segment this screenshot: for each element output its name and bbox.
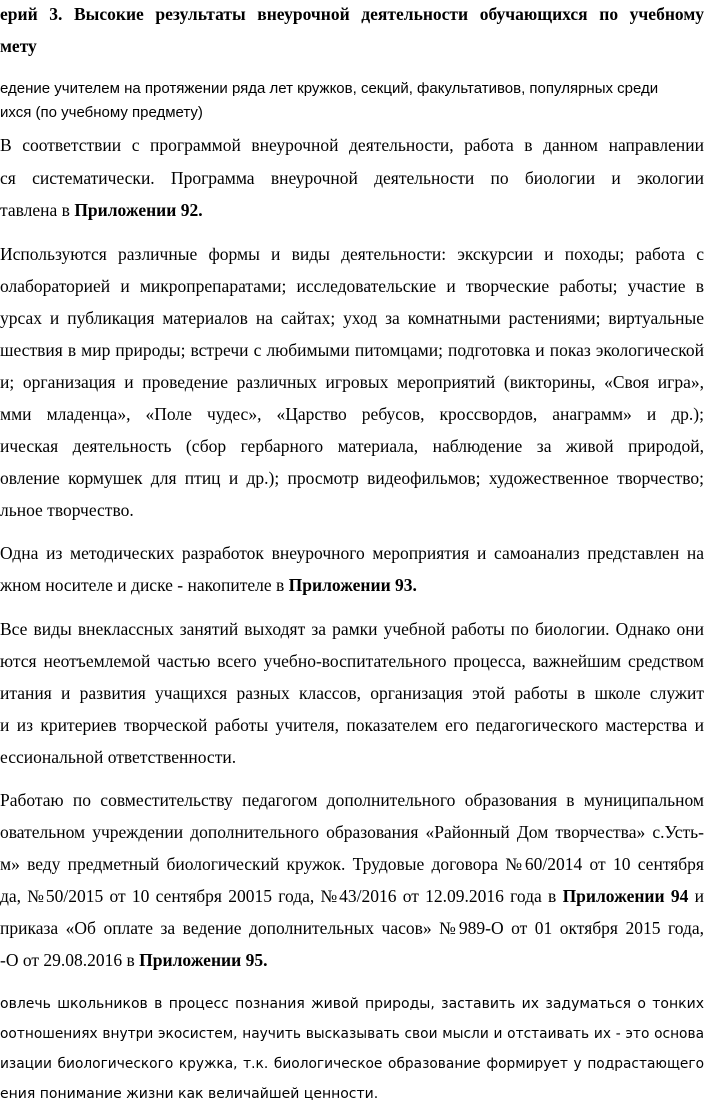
appendix-94-ref: Приложении 94 [562,886,689,906]
para6-line-1: овлечь школьников в процесс познания живой природы, заставить их задуматься о тонких [0,996,704,1012]
para2-line-2: олабораторией и микропрепаратами; исследовательские и творческие работы; участие в [0,276,704,296]
appendix-95-ref: Приложении 95. [139,950,268,970]
para3-line-1: Одна из методических разработок внеурочного мероприятия и самоанализ представлен на [0,543,704,563]
para2-line-1: Используются различные формы и виды деятельности: экскурсии и походы; работа с [0,244,704,264]
para6-line-4: ения понимание жизни как величайшей ценности. [0,1086,379,1102]
para2-line-9: льное творчество. [0,500,134,520]
para6-line-2: оотношениях внутри экосистем, научить высказывать свои мысли и отстаивать их - это основа [0,1026,704,1042]
para4-line-2: ются неотъемлемой частью всего учебно-воспитательного процесса, важнейшим средством [0,651,704,671]
appendix-92-ref: Приложении 92. [74,200,203,220]
para5-line-1: Работаю по совместительству педагогом дополнительного образования в муниципальном [0,790,704,810]
para4-line-3: итания и развития учащихся разных классов, организация этой работы в школе служит [0,683,704,703]
para4-line-5: ессиональной ответственности. [0,747,237,767]
para5-line-3: м» веду предметный биологический кружок. Трудовые договора №60/2014 от 10 сентября [0,854,704,874]
para6-line-3: изации биологического кружка, т.к. биологическое образование формирует у подрастающего [0,1056,704,1072]
para4-line-4: и из критериев творческой работы учителя, показателем его педагогического мастерства и [0,715,704,735]
appendix-93-ref: Приложении 93. [288,575,417,595]
para1-line-1: В соответствии с программой внеурочной деятельности, работа в данном направлении [0,135,704,155]
para1-line-3: тавлена в Приложении 92. [0,200,203,220]
para2-line-3: урсах и публикация материалов на сайтах; уход за комнатными растениями; виртуальные [0,308,704,328]
subtitle-line-2: ихся (по учебному предмету) [0,104,203,121]
para1-line-2: ся систематически. Программа внеурочной деятельности по биологии и экологии [0,168,704,188]
para5-line-4: да, №50/2015 от 10 сентября 20015 года, №43/2016 от 12.09.2016 года в Приложении 94 и [0,886,704,906]
heading-line-1: ерий 3. Высокие результаты внеурочной деятельности обучающихся по учебному [0,4,704,24]
para5-line-2: овательном учреждении дополнительного образования «Районный Дом творчества» с.Усть- [0,822,704,842]
subtitle-line-1: едение учителем на протяжении ряда лет кружков, секций, факультативов, популярных среди [0,80,659,97]
para2-line-7: ическая деятельность (сбор гербарного материала, наблюдение за живой природой, [0,436,704,456]
para5-line-5: приказа «Об оплате за ведение дополнительных часов» №989-О от 01 октября 2015 года, [0,918,704,938]
para2-line-5: и; организация и проведение различных игровых мероприятий (викторины, «Своя игра», [0,372,704,392]
heading-line-2: мету [0,36,37,56]
para2-line-8: овление кормушек для птиц и др.); просмотр видеофильмов; художественное творчество; [0,468,704,488]
para4-line-1: Все виды внеклассных занятий выходят за рамки учебной работы по биологии. Однако они [0,619,704,639]
para2-line-4: шествия в мир природы; встречи с любимыми питомцами; подготовка и показ экологической [0,340,704,360]
para3-line-2: жном носителе и диске - накопителе в Приложении 93. [0,575,417,595]
para2-line-6: мми младенца», «Поле чудес», «Царство ребусов, кроссвордов, анаграмм» и др.); [0,404,704,424]
para5-line-6: -О от 29.08.2016 в Приложении 95. [0,950,268,970]
